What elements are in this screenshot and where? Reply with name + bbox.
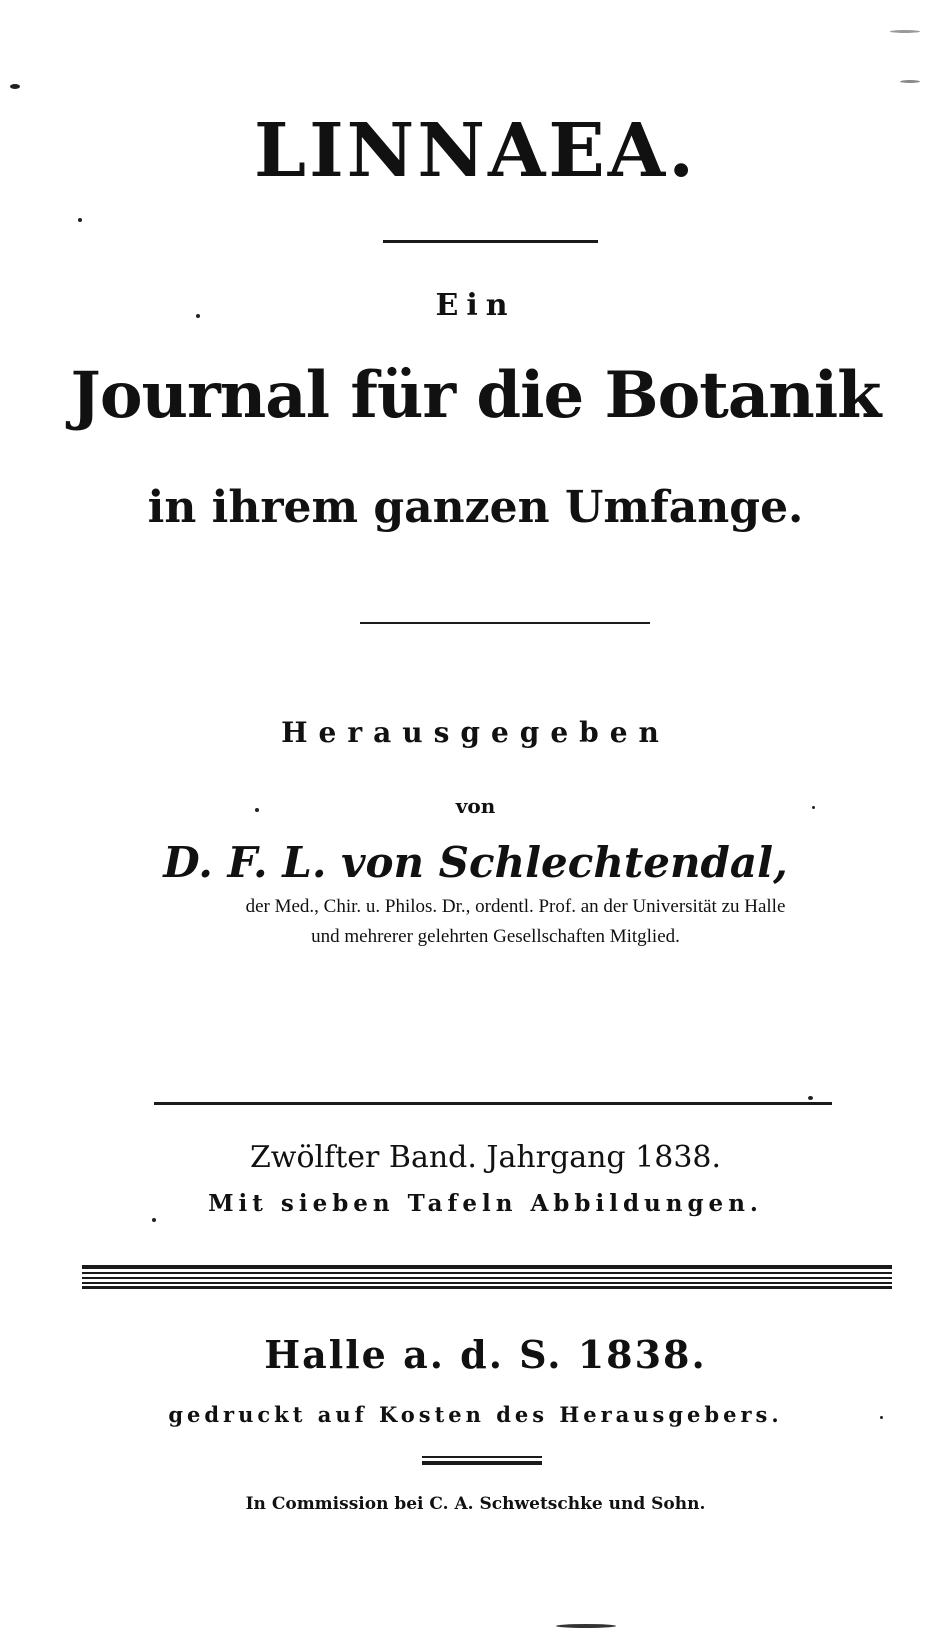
- scan-speck: [900, 80, 920, 83]
- imprint-place: Halle a. d. S. 1838.: [264, 1332, 707, 1377]
- scan-speck: [152, 1218, 156, 1222]
- scan-speck: [255, 808, 259, 812]
- rule-after-title: [383, 240, 598, 243]
- journal-title: LINNAEA.: [254, 108, 697, 194]
- editor-credentials-line2: und mehrerer gelehrten Gesellschaften Mitglied.: [311, 926, 680, 947]
- imprint-printed: gedruckt auf Kosten des Herausgebers.: [168, 1402, 783, 1427]
- volume-band: Zwölfter Band. Jahrgang 1838.: [249, 1140, 722, 1175]
- rule-before-volume: [154, 1102, 832, 1105]
- scan-speck: [812, 806, 815, 809]
- rule-after-subtitle: [360, 622, 650, 624]
- scan-speck: [890, 30, 920, 33]
- scan-speck: [78, 218, 82, 222]
- small-double-rule: [422, 1456, 542, 1466]
- subtitle-ein: Ein: [435, 288, 516, 323]
- subtitle-journal: Journal für die Botanik: [70, 358, 881, 433]
- scan-speck: [808, 1096, 813, 1100]
- imprint-commission: In Commission bei C. A. Schwetschke und Sohn.: [245, 1494, 706, 1514]
- editor-name: D. F. L. von Schlechtendal,: [163, 838, 788, 887]
- subtitle-scope: in ihrem ganzen Umfange.: [147, 482, 804, 533]
- scan-speck: [880, 1416, 883, 1419]
- volume-plates: Mit sieben Tafeln Abbildungen.: [208, 1190, 763, 1217]
- scan-speck: [10, 84, 20, 89]
- ornamental-double-rule: [82, 1265, 892, 1289]
- scan-speck: [556, 1624, 616, 1628]
- herausgegeben-label: Herausgegeben: [281, 716, 670, 749]
- scan-speck: [196, 314, 200, 318]
- von-label: von: [455, 794, 496, 818]
- editor-credentials-line1: der Med., Chir. u. Philos. Dr., ordentl. Prof. an der Universität zu Halle: [245, 896, 786, 917]
